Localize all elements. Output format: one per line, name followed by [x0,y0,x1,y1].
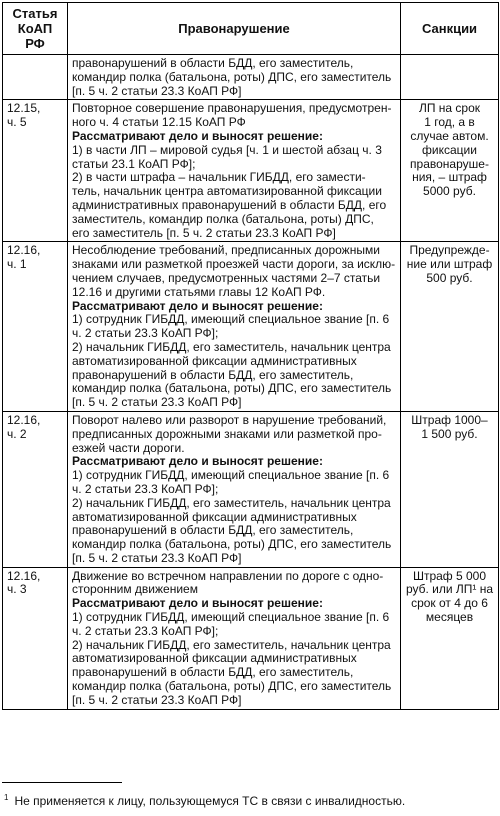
cell-article: 12.16, ч. 2 [3,411,68,567]
footnote-divider [2,782,122,783]
header-offense: Правонарушение [68,3,401,55]
cell-sanction: Штраф 5 000 руб. или ЛП¹ на срок от 4 до 6 месяцев [401,567,499,709]
table-row [3,100,499,242]
cell-offense: правонарушений в области БДД, его заместитель, командир полка (батальона, роты) ДПС, его заместитель [п. 5 ч. 2 статьи 23.3 КоАП РФ] [68,55,401,100]
cell-sanction [401,55,499,100]
cell-sanction: Штраф 1000– 1 500 руб. [401,411,499,567]
cell-article [3,55,68,100]
decision-heading: Рассматривают дело и выносят решение: [72,596,323,611]
cell-article: 12.16, ч. 1 [3,242,68,412]
table-row [3,411,499,567]
cell-sanction: ЛП на срок 1 год, а в случае автом. фиксации правонаруше- ния, – штраф 5000 руб. [401,100,499,242]
footnote-marker: 1 [4,793,9,802]
decision-heading: Рассматривают дело и выносят решение: [72,454,323,469]
table-row-continuation [3,55,499,100]
cell-offense: Движение во встречном направлении по дороге с одно- сторонним движением Рассматривают дело и выносят решение: 1) сотрудник ГИБДД, имеющий специальное звание [п. 6 ч. 2 статьи 23.3 КоАП РФ]; 2) начальник ГИБДД, его заместитель, начальник центра автоматизированной фиксации административных правонарушений в области БДД, его заместитель, командир полка (батальона, роты) ДПС, его заместитель [п. 5 ч. 2 статьи 23.3 КоАП РФ] [68,567,401,709]
header-article: Статья КоАП РФ [3,3,68,55]
footnote-text: Не применяется к лицу, пользующемуся ТС в связи с инвалидностью. [14,794,406,808]
cell-article: 12.16, ч. 3 [3,567,68,709]
cell-sanction: Предупрежде- ние или штраф 500 руб. [401,242,499,412]
cell-article: 12.15, ч. 5 [3,100,68,242]
header-sanctions: Санкции [401,3,499,55]
cell-offense: Повторное совершение правонарушения, предусмотрен- ного ч. 4 статьи 12.15 КоАП РФ Рассматривают дело и выносят решение: 1) в части ЛП – мировой судья [ч. 1 и шестой абзац ч. 3 статьи 23.1 КоАП РФ]; 2) в части штрафа – начальник ГИБДД, его замести- тель, начальник центра автоматизированной фиксации административных правонарушений в области БДД, его заместитель, командир полка (батальона, роты) ДПС, его заместитель [п. 5 ч. 2 статьи 23.3 КоАП РФ] [68,100,401,242]
footnote [4,794,494,808]
table-row [3,242,499,412]
table-row [3,567,499,709]
cell-offense: Поворот налево или разворот в нарушение требований, предписанных дорожными знаками или разметкой про- езжей части дороги. Рассматривают дело и выносят решение: 1) сотрудник ГИБДД, имеющий специальное звание [п. 6 ч. 2 статьи 23.3 КоАП РФ]; 2) начальник ГИБДД, его заместитель, начальник центра автоматизированной фиксации административных правонарушений в области БДД, его заместитель, командир полка (батальона, роты) ДПС, его заместитель [п. 5 ч. 2 статьи 23.3 КоАП РФ] [68,411,401,567]
decision-heading: Рассматривают дело и выносят решение: [72,128,323,143]
sanctions-table [2,2,499,710]
table-header-row [3,3,499,55]
cell-offense: Несоблюдение требований, предписанных дорожными знаками или разметкой проезжей части дороги, за исклю- чением случаев, предусмотренных частями 2–7 статьи 12.16 и другими статьями главы 12 КоАП РФ. Рассматривают дело и выносят решение: 1) сотрудник ГИБДД, имеющий специальное звание [п. 6 ч. 2 статьи 23.3 КоАП РФ]; 2) начальник ГИБДД, его заместитель, начальник центра автоматизированной фиксации административных правонарушений в области БДД, его заместитель, командир полка (батальона, роты) ДПС, его заместитель [п. 5 ч. 2 статьи 23.3 КоАП РФ] [68,242,401,412]
decision-heading: Рассматривают дело и выносят решение: [72,298,323,313]
